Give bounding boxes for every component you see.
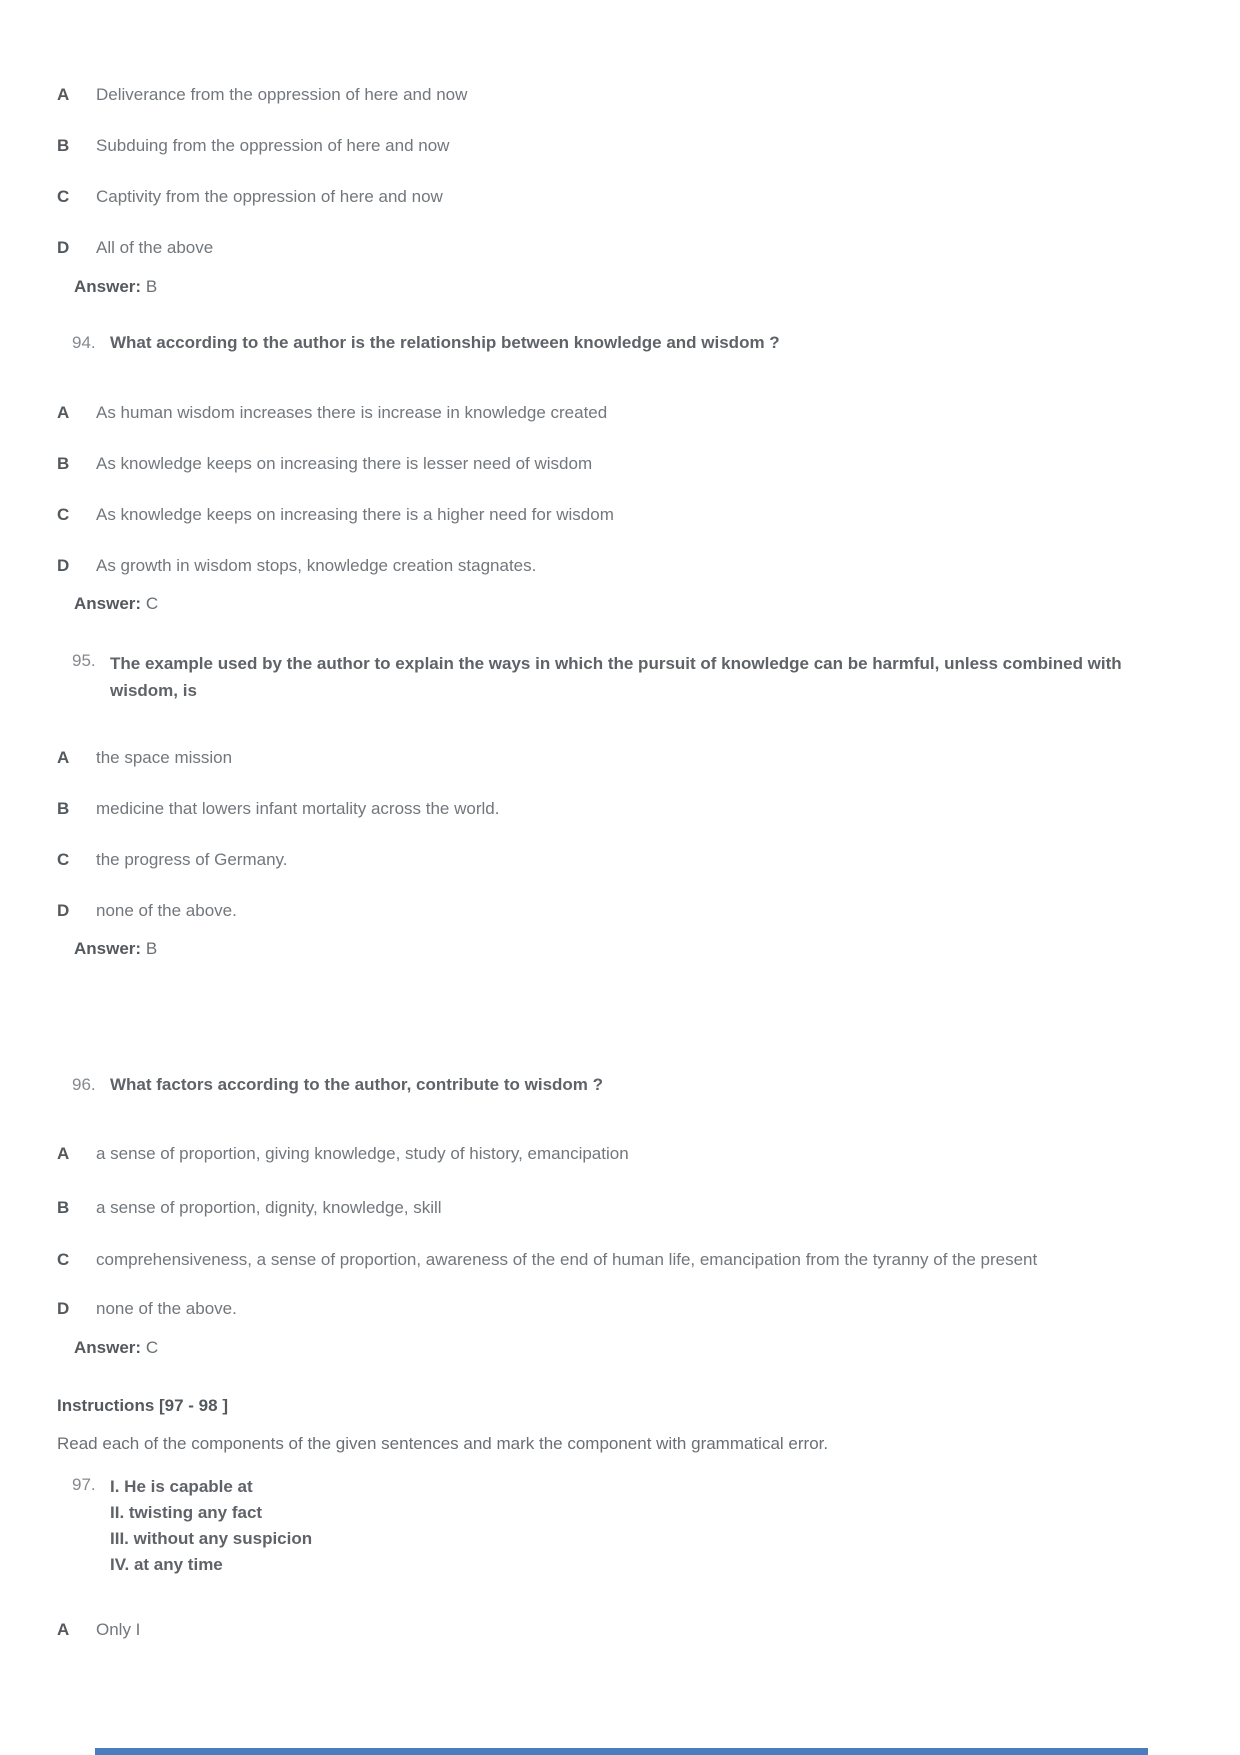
option-text: Deliverance from the oppression of here and now — [96, 85, 468, 104]
option-row — [0, 849, 1240, 870]
statement-line: I. He is capable at — [110, 1477, 253, 1496]
statement-line: III. without any suspicion — [110, 1529, 313, 1548]
option-row — [0, 1197, 1240, 1218]
question-number: 97. — [72, 1475, 96, 1494]
option-row — [0, 186, 1240, 207]
option-letter: B — [57, 1198, 70, 1217]
question-96 — [0, 1074, 1240, 1095]
option-letter: D — [57, 556, 70, 575]
answer-label: Answer: — [74, 1338, 142, 1357]
option-row — [0, 504, 1240, 525]
option-row — [0, 555, 1240, 576]
option-text: a sense of proportion, dignity, knowledge, skill — [96, 1198, 442, 1217]
option-row — [0, 1298, 1240, 1319]
instructions-title: Instructions [97 - 98 ] — [57, 1396, 228, 1415]
option-text: Only I — [96, 1620, 141, 1639]
option-text: Captivity from the oppression of here and now — [96, 187, 443, 206]
option-text: none of the above. — [96, 901, 237, 920]
option-letter: C — [57, 505, 70, 524]
option-row — [0, 402, 1240, 423]
option-letter: D — [57, 238, 70, 257]
answer-value: C — [145, 594, 159, 613]
option-letter: A — [57, 85, 70, 104]
answer-line — [0, 276, 1240, 297]
option-letter: D — [57, 901, 70, 920]
option-text: the space mission — [96, 748, 233, 767]
option-row — [0, 135, 1240, 156]
option-letter: A — [57, 403, 70, 422]
answer-line — [0, 1337, 1240, 1358]
question-text: What according to the author is the relationship between knowledge and wisdom ? — [110, 333, 780, 352]
option-text: As growth in wisdom stops, knowledge creation stagnates. — [96, 556, 537, 575]
option-row — [0, 798, 1240, 819]
option-letter: A — [57, 1144, 70, 1163]
option-row — [0, 900, 1240, 921]
question-97 — [0, 1474, 1240, 1578]
option-letter: B — [57, 136, 70, 155]
option-row — [0, 1143, 1240, 1164]
statement-line: IV. at any time — [110, 1555, 223, 1574]
option-text: Subduing from the oppression of here and now — [96, 136, 450, 155]
option-text: medicine that lowers infant mortality across the world. — [96, 799, 500, 818]
option-text: As human wisdom increases there is increase in knowledge created — [96, 403, 608, 422]
question-95 — [0, 650, 1240, 704]
question-number: 96. — [72, 1075, 96, 1094]
option-letter: A — [57, 748, 70, 767]
option-letter: B — [57, 454, 70, 473]
option-text: As knowledge keeps on increasing there is lesser need of wisdom — [96, 454, 593, 473]
answer-line — [0, 593, 1240, 614]
answer-label: Answer: — [74, 277, 142, 296]
option-row — [0, 1619, 1240, 1640]
answer-line — [0, 938, 1240, 959]
option-row — [0, 237, 1240, 258]
answer-label: Answer: — [74, 939, 142, 958]
statement-line: II. twisting any fact — [110, 1503, 263, 1522]
question-number: 95. — [72, 651, 96, 670]
answer-label: Answer: — [74, 594, 142, 613]
option-letter: B — [57, 799, 70, 818]
answer-value: B — [145, 939, 158, 958]
question-text: What factors according to the author, contribute to wisdom ? — [110, 1075, 604, 1094]
option-row — [0, 1247, 1240, 1272]
question-94 — [0, 332, 1240, 353]
option-letter: C — [57, 187, 70, 206]
question-statement — [110, 1474, 312, 1578]
option-row — [0, 747, 1240, 768]
bottom-bar — [95, 1748, 1148, 1755]
option-letter: A — [57, 1620, 70, 1639]
question-text: The example used by the author to explain the ways in which the pursuit of knowledge can be harmful, unless combined with wisdom, is — [110, 654, 1122, 700]
option-text: comprehensiveness, a sense of proportion, awareness of the end of human life, emancipation from the tyranny of the present — [96, 1250, 1038, 1269]
answer-value: C — [145, 1338, 159, 1357]
option-text: As knowledge keeps on increasing there is a higher need for wisdom — [96, 505, 614, 524]
option-row — [0, 84, 1240, 105]
question-number: 94. — [72, 333, 96, 352]
option-text: a sense of proportion, giving knowledge, study of history, emancipation — [96, 1144, 629, 1163]
answer-value: B — [145, 277, 158, 296]
option-text: All of the above — [96, 238, 214, 257]
option-letter: C — [57, 1250, 70, 1269]
option-row — [0, 453, 1240, 474]
option-text: none of the above. — [96, 1299, 237, 1318]
option-text: the progress of Germany. — [96, 850, 288, 869]
instructions-body: Read each of the components of the given sentences and mark the component with grammatical error. — [57, 1434, 829, 1453]
option-letter: C — [57, 850, 70, 869]
option-letter: D — [57, 1299, 70, 1318]
